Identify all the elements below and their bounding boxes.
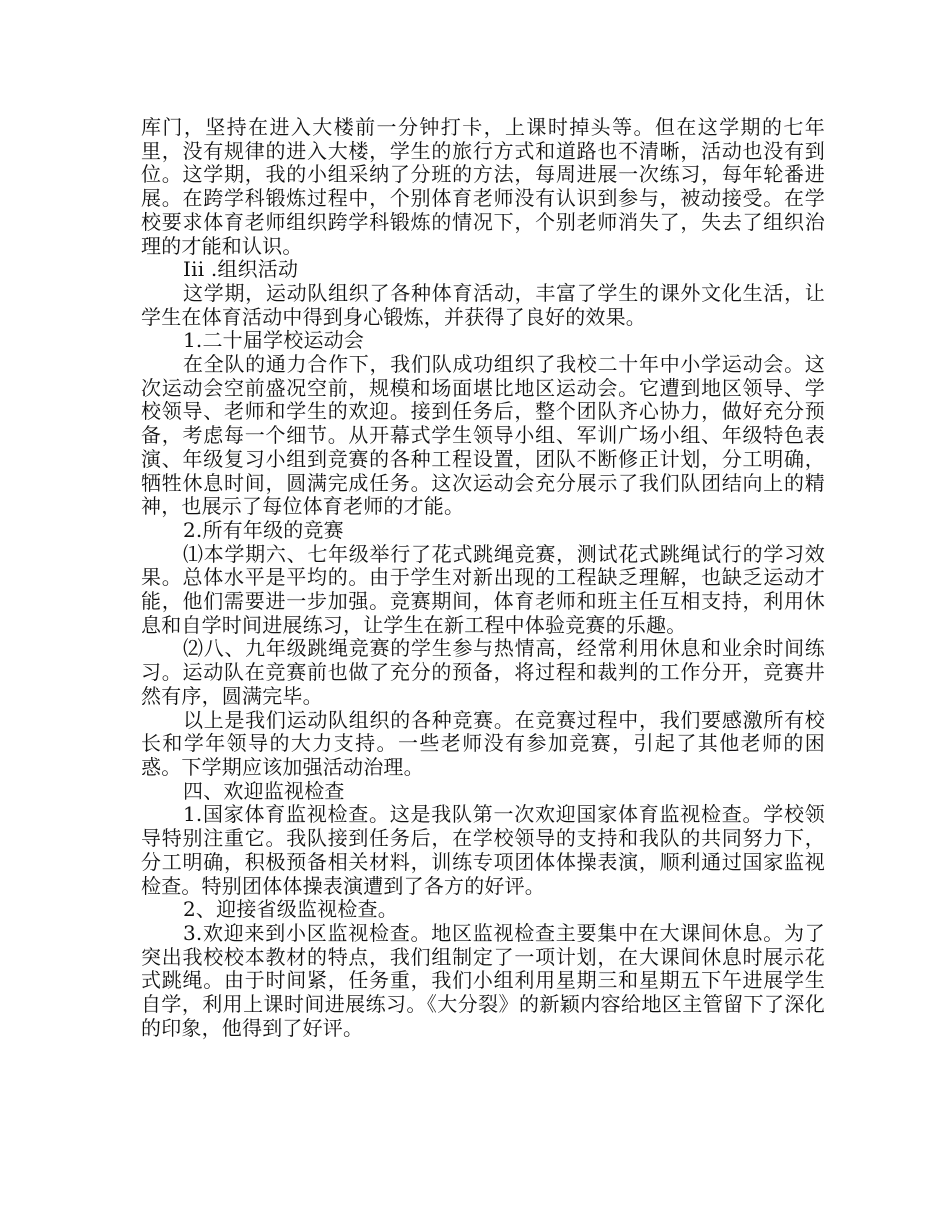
paragraph-8: ⑵八、九年级跳绳竞赛的学生参与热情高，经常利用休息和业余时间练习。运动队在竞赛前也做了充分的预备，将过程和裁判的工作分开，竞赛井然有序，圆满完毕。 — [141, 636, 825, 708]
paragraph-7: ⑴本学期六、七年级举行了花式跳绳竞赛，测试花式跳绳试行的学习效果。总体水平是平均的。由于学生对新出现的工程缺乏理解，也缺乏运动才能，他们需要进一步加强。竞赛期间，体育老师和班主任互相支持，利用休息和自学时间进展练习，让学生在新工程中体验竞赛的乐趣。 — [141, 541, 825, 637]
paragraph-13: 3.欢迎来到小区监视检查。地区监视检查主要集中在大课间休息。为了突出我校校本教材的特点，我们组制定了一项计划，在大课间休息时展示花式跳绳。由于时间紧，任务重，我们小组利用星期三和星期五下午进展学生自学，利用上课时间进展练习。《大分裂》的新颖内容给地区主管留下了深化的印象，他得到了好评。 — [141, 920, 825, 1040]
paragraph-9: 以上是我们运动队组织的各种竞赛。在竞赛过程中，我们要感激所有校长和学年领导的大力支持。一些老师没有参加竞赛，引起了其他老师的困惑。下学期应该加强活动治理。 — [141, 707, 825, 779]
subheading-grade-competitions: 2.所有年级的竞赛 — [183, 517, 344, 542]
section-heading-inspections: 四、欢迎监视检查 — [183, 778, 345, 803]
paragraph-3: 这学期，运动队组织了各种体育活动，丰富了学生的课外文化生活，让学生在体育活动中得到身心锻炼，并获得了良好的效果。 — [141, 280, 825, 329]
paragraph-12: 2、迎接省级监视检查。 — [183, 897, 398, 922]
subheading-sports-meet: 1.二十届学校运动会 — [183, 328, 365, 353]
paragraph-5: 在全队的通力合作下，我们队成功组织了我校二十年中小学运动会。这次运动会空前盛况空前，规模和场面堪比地区运动会。它遭到地区领导、学校领导、老师和学生的欢迎。接到任务后，整个团队齐心协力，做好充分预备，考虑每一个细节。从开幕式学生领导小组、军训广场小组、年级特色表演、年级复习小组到竞赛的各种工程设置，团队不断修正计划，分工明确，牺牲休息时间，圆满完成任务。这次运动会充分展示了我们队团结向上的精神，也展示了每位体育老师的才能。 — [141, 352, 825, 519]
paragraph-1: 库门，坚持在进入大楼前一分钟打卡，上课时掉头等。但在这学期的七年里，没有规律的进入大楼，学生的旅行方式和道路也不清晰，活动也没有到位。这学期，我的小组采纳了分班的方法，每周进展一次练习，每年轮番进展。在跨学科锻炼过程中，个别体育老师没有认识到参与，被动接受。在学校要求体育老师组织跨学科锻炼的情况下，个别老师消失了，失去了组织治理的才能和认识。 — [141, 115, 825, 258]
paragraph-11: 1.国家体育监视检查。这是我队第一次欢迎国家体育监视检查。学校领导特别注重它。我队接到任务后，在学校领导的支持和我队的共同努力下，分工明确，积极预备相关材料，训练专项团体体操表演，顺利通过国家监视检查。特别团体体操表演遭到了各方的好评。 — [141, 802, 825, 898]
document-body — [141, 116, 825, 1040]
section-heading-organize-activities: Iii .组织活动 — [183, 257, 299, 282]
